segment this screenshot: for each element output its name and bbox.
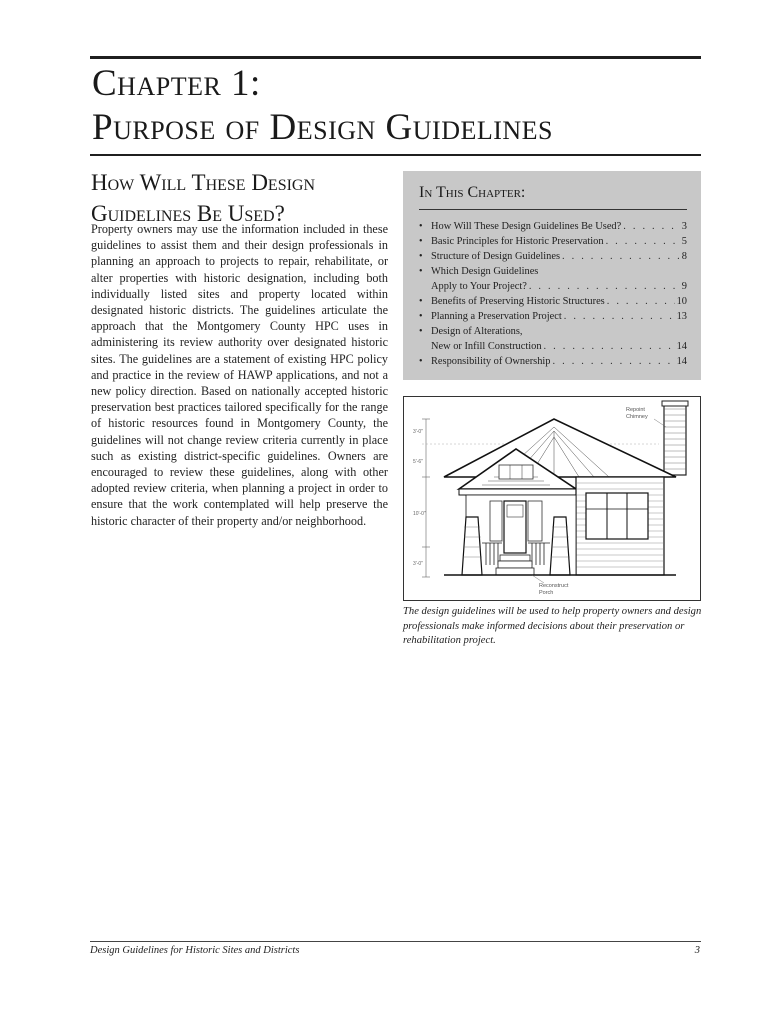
dimension-label: 3'-0"	[413, 561, 423, 567]
body-paragraph: Property owners may use the information included in these guidelines to assist them and their design professionals in planning an approach to projects to repair, rehabilitate, or alter properties with historic designation, including both individually listed sites and property located within designated historic districts. The guidelines articulate the approach that the Montgomery County HPC uses in administering its review authority over designated historic sites. The guidelines are a statement of existing HPC policy and practice in the review of HAWP applications, and not a new policy direction. Based on nationally accepted historic preservation best practices tailored specifically for the range of historic resources found in Montgomery County, the guidelines will not change review criteria currently in place such as existing district-specific guidelines. Owners are encouraged to review these guidelines, along with other adopted review criteria, when planning a project in order to ensure that the work contemplated will help preserve the historic character of their property and/or neighborhood.	[91, 222, 388, 528]
dimension-label: 10'-0"	[413, 511, 426, 517]
toc-leader	[562, 249, 680, 264]
toc-item-label: • Basic Principles for Historic Preservation	[431, 236, 604, 247]
toc-item-label-line-1: • Which Design Guidelines	[431, 266, 539, 277]
page-number: 3	[694, 945, 700, 956]
toc-page-number: 8	[681, 251, 687, 262]
toc-page-number: 14	[676, 356, 687, 367]
footer-title: Design Guidelines for Historic Sites and Districts	[90, 945, 300, 956]
chapter-number: Chapter 1:	[92, 63, 261, 104]
toc-item-label: • Responsibility of Ownership	[431, 356, 551, 367]
section-heading-line-2: Guidelines Be Used?	[91, 201, 285, 226]
title-rule	[90, 154, 701, 156]
toc-item[interactable]	[419, 219, 687, 234]
toc-item[interactable]	[419, 354, 687, 369]
toc-page-number: 3	[681, 221, 687, 232]
dimension-label: 5'-6"	[413, 459, 423, 465]
toc-page-number: 10	[676, 296, 687, 307]
toc-leader	[529, 279, 680, 294]
figure-caption: The design guidelines will be used to help property owners and design professionals make informed decisions about their preservation or rehabilitation project.	[403, 606, 702, 646]
toc-leader	[553, 354, 675, 369]
bungalow-elevation-drawing	[403, 396, 701, 601]
top-rule	[90, 56, 701, 59]
callout-porch: Reconstruct Porch	[539, 583, 569, 596]
toc-item[interactable]	[419, 264, 687, 294]
toc-item-label: New or Infill Construction	[431, 341, 542, 352]
chapter-title	[92, 62, 702, 150]
toc-item-label: • Benefits of Preserving Historic Structures	[431, 296, 605, 307]
toc-item-label-line-1: • Design of Alterations,	[431, 326, 523, 337]
toc-page-number: 5	[681, 236, 687, 247]
dimension-label: 3'-0"	[413, 429, 423, 435]
toc-item[interactable]	[419, 249, 687, 264]
sidebar-heading: In This Chapter:	[419, 184, 526, 201]
toc-leader	[623, 219, 680, 234]
toc-page-number: 9	[681, 281, 687, 292]
toc-item-label: • Planning a Preservation Project	[431, 311, 562, 322]
footer-rule	[90, 941, 701, 942]
toc-item[interactable]	[419, 294, 687, 309]
toc-page-number: 13	[676, 311, 687, 322]
toc-leader	[607, 294, 675, 309]
chapter-contents-list	[419, 219, 687, 369]
toc-leader	[564, 309, 675, 324]
toc-leader	[544, 339, 675, 354]
in-this-chapter-box	[403, 171, 701, 380]
house-illustration	[404, 397, 702, 602]
toc-item[interactable]	[419, 234, 687, 249]
callout-chimney: Repoint Chimney	[626, 407, 648, 420]
chapter-name: Purpose of Design Guidelines	[92, 107, 554, 148]
toc-item[interactable]	[419, 309, 687, 324]
toc-page-number: 14	[676, 341, 687, 352]
toc-leader	[606, 234, 680, 249]
toc-item[interactable]	[419, 324, 687, 354]
toc-item-label: • Structure of Design Guidelines	[431, 251, 560, 262]
toc-item-label: Apply to Your Project?	[431, 281, 527, 292]
sidebar-divider	[419, 209, 687, 210]
section-heading	[91, 167, 391, 229]
toc-item-label: • How Will These Design Guidelines Be Used?	[431, 221, 622, 232]
section-heading-line-1: How Will These Design	[91, 170, 316, 195]
